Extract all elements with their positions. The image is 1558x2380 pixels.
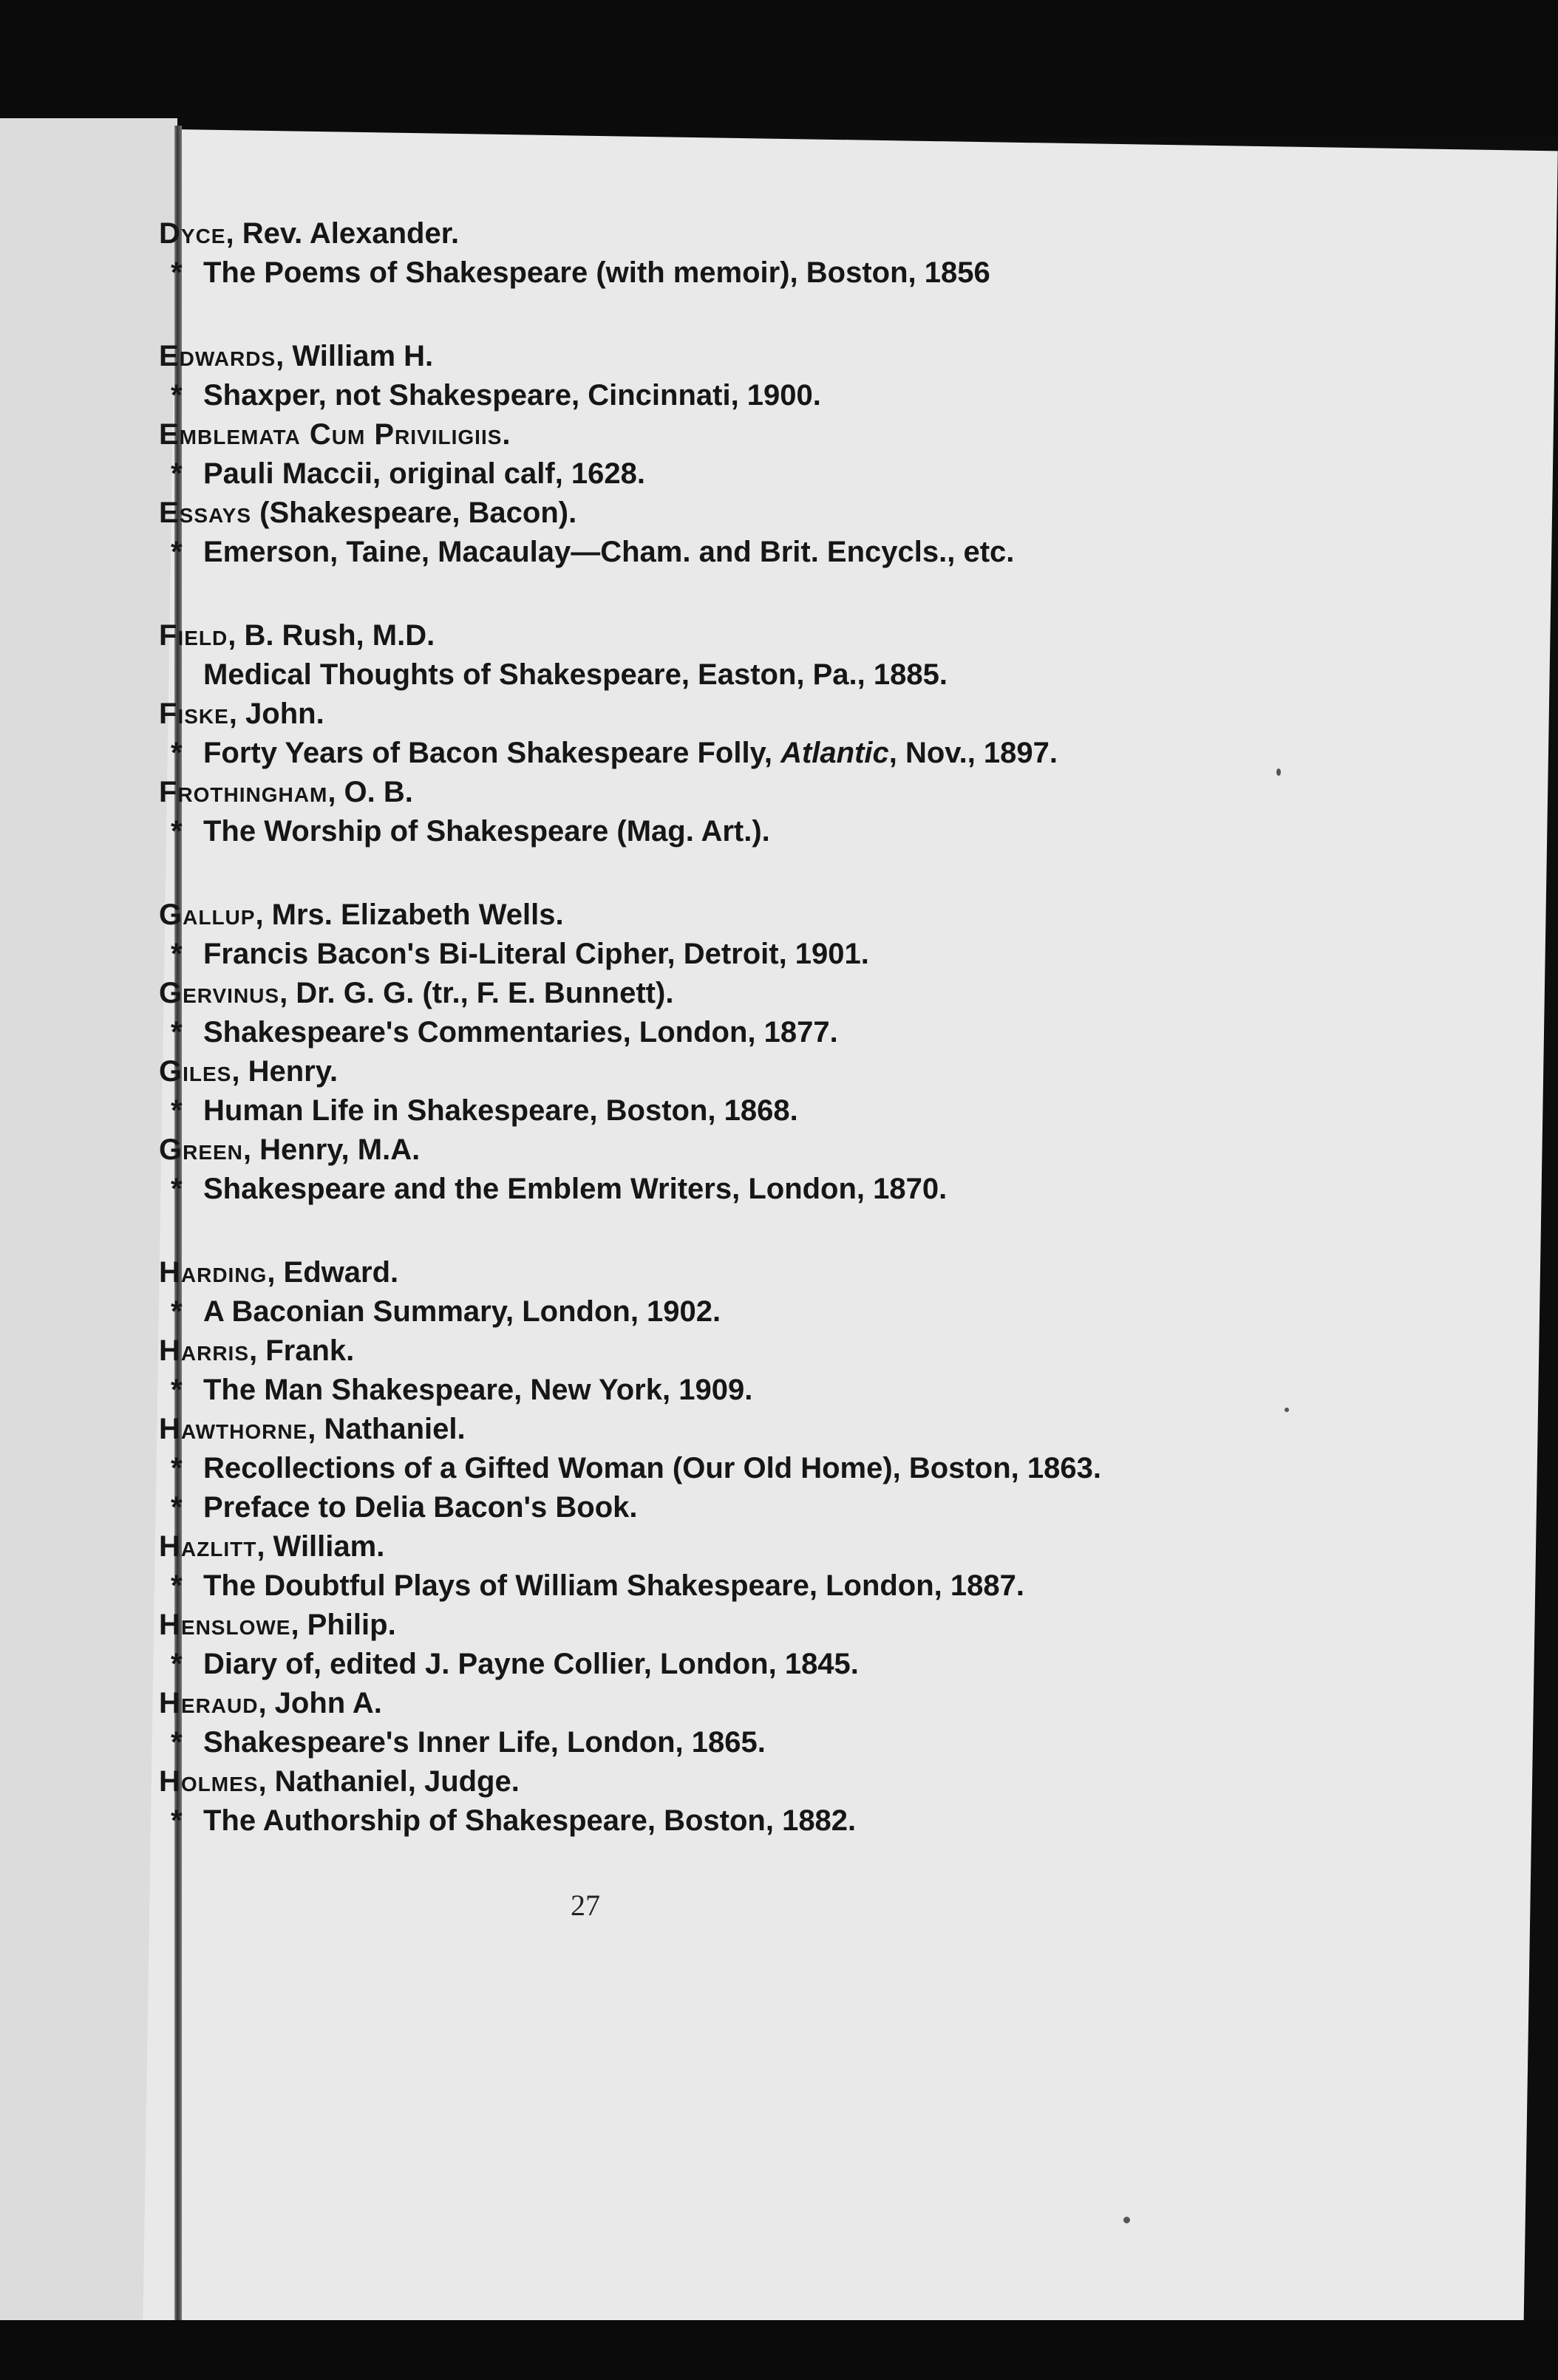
author-name-rest: , Edward. (267, 1256, 399, 1289)
author-name-rest: , Nathaniel. (307, 1413, 466, 1445)
bibliography-entry (159, 1527, 1312, 1606)
author-surname: Green (159, 1133, 243, 1166)
work-title (159, 935, 1312, 974)
work-text: The Authorship of Shakespeare, Boston, 1882. (203, 1804, 857, 1837)
author-surname: Henslowe (159, 1609, 291, 1641)
author-surname: Gallup (159, 899, 256, 931)
work-title (159, 376, 1312, 415)
work-text: Emerson, Taine, Macaulay—Cham. and Brit. Encycls., etc. (203, 536, 1015, 568)
work-text: Human Life in Shakespeare, Boston, 1868. (203, 1094, 798, 1127)
ink-speck (1123, 2217, 1130, 2223)
asterisk-mark: * (171, 256, 183, 289)
asterisk-mark: * (171, 1491, 183, 1524)
work-title (159, 533, 1312, 572)
author-name-rest: , Rev. Alexander. (225, 217, 460, 250)
author-surname: Frothingham (159, 776, 328, 808)
author-surname: Giles (159, 1055, 232, 1088)
author-surname: Emblemata Cum Priviligiis (159, 418, 503, 451)
asterisk-mark: * (171, 1569, 183, 1602)
work-title (159, 1645, 1312, 1684)
author-surname: Harris (159, 1334, 250, 1367)
entry-author (159, 494, 1312, 533)
scan-background-bottom (0, 2320, 1558, 2380)
work-text: Shakespeare's Inner Life, London, 1865. (203, 1726, 766, 1759)
author-name-rest: , Mrs. Elizabeth Wells. (255, 899, 564, 931)
asterisk-mark: * (171, 737, 183, 769)
entry-author (159, 1253, 1312, 1292)
work-title (159, 1013, 1312, 1052)
bibliography-entry (159, 773, 1312, 851)
work-text: The Poems of Shakespeare (with memoir), Boston, 1856 (203, 256, 990, 289)
author-surname: Hazlitt (159, 1530, 257, 1563)
work-text: Shakespeare and the Emblem Writers, London, 1870. (203, 1173, 948, 1205)
author-surname: Dyce (159, 217, 226, 250)
work-title (159, 1723, 1312, 1762)
work-text: Pauli Maccii, original calf, 1628. (203, 457, 646, 490)
scan-background-top (0, 0, 1558, 137)
asterisk-mark: * (171, 815, 183, 848)
author-name-rest: , Dr. G. G. (tr., F. E. Bunnett). (279, 977, 674, 1009)
author-surname: Hawthorne (159, 1413, 308, 1445)
work-title (159, 253, 1312, 293)
work-title (159, 1371, 1312, 1410)
author-surname: Heraud (159, 1687, 259, 1719)
author-surname: Holmes (159, 1765, 259, 1798)
work-title (159, 655, 1312, 695)
work-text: Forty Years of Bacon Shakespeare Folly, (203, 737, 781, 769)
entry-author (159, 1131, 1312, 1170)
bibliography-entry (159, 1131, 1312, 1209)
work-text: The Doubtful Plays of William Shakespeare, London, 1887. (203, 1569, 1024, 1602)
work-text: The Man Shakespeare, New York, 1909. (203, 1374, 753, 1406)
entry-author (159, 616, 1312, 655)
asterisk-mark: * (171, 1452, 183, 1484)
author-name-rest: , Frank. (249, 1334, 355, 1367)
author-name-rest: , B. Rush, M.D. (228, 619, 435, 652)
entry-author (159, 1684, 1312, 1723)
entry-author (159, 1606, 1312, 1645)
bibliography-entry (159, 494, 1312, 572)
asterisk-mark: * (171, 1016, 183, 1049)
letter-group (159, 616, 1312, 851)
bibliography-entry (159, 974, 1312, 1052)
work-title (159, 1566, 1312, 1606)
bibliography-entry (159, 1762, 1312, 1841)
work-text: Shaxper, not Shakespeare, Cincinnati, 1900. (203, 379, 821, 412)
letter-group (159, 337, 1312, 572)
author-name-rest: , William H. (276, 340, 434, 372)
author-surname: Gervinus (159, 977, 280, 1009)
entry-author (159, 415, 1312, 454)
asterisk-mark: * (171, 379, 183, 412)
author-name-rest: , O. B. (327, 776, 413, 808)
page-number: 27 (571, 1889, 600, 1922)
asterisk-mark: * (171, 1094, 183, 1127)
work-text: Recollections of a Gifted Woman (Our Old Home), Boston, 1863. (203, 1452, 1101, 1484)
bibliography-entry (159, 214, 1312, 293)
work-text: Medical Thoughts of Shakespeare, Easton, Pa., 1885. (203, 658, 948, 691)
work-title (159, 1091, 1312, 1131)
work-title (159, 1801, 1312, 1841)
author-surname: Field (159, 619, 228, 652)
bibliography-entry (159, 1331, 1312, 1410)
author-name-rest: (Shakespeare, Bacon). (251, 497, 577, 529)
author-name-rest: , William. (256, 1530, 385, 1563)
work-title (159, 1292, 1312, 1331)
bibliography-entry (159, 415, 1312, 494)
entry-author (159, 1762, 1312, 1801)
bibliography-entry (159, 695, 1312, 773)
letter-group (159, 896, 1312, 1209)
work-text: Diary of, edited J. Payne Collier, London, 1845. (203, 1648, 859, 1680)
work-text: The Worship of Shakespeare (Mag. Art.). (203, 815, 770, 848)
bibliography-entry (159, 337, 1312, 415)
asterisk-mark: * (171, 457, 183, 490)
letter-group (159, 1253, 1312, 1841)
bibliography-list (159, 214, 1312, 1841)
entry-author (159, 695, 1312, 734)
author-name-rest: , Henry. (231, 1055, 339, 1088)
entry-author (159, 214, 1312, 253)
work-text: Francis Bacon's Bi-Literal Cipher, Detroit, 1901. (203, 938, 869, 970)
bibliography-entry (159, 1684, 1312, 1762)
work-text: Preface to Delia Bacon's Book. (203, 1491, 638, 1524)
work-title (159, 1449, 1312, 1488)
author-surname: Essays (159, 497, 252, 529)
asterisk-mark: * (171, 1173, 183, 1205)
work-title (159, 812, 1312, 851)
asterisk-mark: * (171, 536, 183, 568)
entry-author (159, 1410, 1312, 1449)
work-text: A Baconian Summary, London, 1902. (203, 1295, 721, 1328)
bibliography-entry (159, 1410, 1312, 1527)
bibliography-entry (159, 1052, 1312, 1131)
entry-author (159, 337, 1312, 376)
entry-author (159, 1527, 1312, 1566)
entry-author (159, 896, 1312, 935)
author-name-rest: , John A. (258, 1687, 382, 1719)
author-name-rest: , Philip. (290, 1609, 396, 1641)
asterisk-mark: * (171, 1374, 183, 1406)
asterisk-mark: * (171, 1726, 183, 1759)
work-periodical: Atlantic (780, 737, 889, 769)
work-title (159, 1170, 1312, 1209)
author-surname: Fiske (159, 698, 229, 730)
bibliography-entry (159, 896, 1312, 974)
asterisk-mark: * (171, 1295, 183, 1328)
entry-author (159, 1331, 1312, 1371)
bibliography-entry (159, 1253, 1312, 1331)
work-text: Shakespeare's Commentaries, London, 1877. (203, 1016, 838, 1049)
work-title (159, 1488, 1312, 1527)
work-text-after: , Nov., 1897. (888, 737, 1058, 769)
entry-author (159, 773, 1312, 812)
entry-author (159, 974, 1312, 1013)
letter-group (159, 214, 1312, 293)
work-title (159, 454, 1312, 494)
asterisk-mark: * (171, 938, 183, 970)
asterisk-mark: * (171, 1804, 183, 1837)
author-name-rest: , Nathaniel, Judge. (258, 1765, 520, 1798)
bibliography-entry (159, 1606, 1312, 1684)
work-title (159, 734, 1312, 773)
author-name-rest: , John. (228, 698, 324, 730)
entry-author (159, 1052, 1312, 1091)
asterisk-mark: * (171, 1648, 183, 1680)
bibliography-entry (159, 616, 1312, 695)
author-name-rest: , Henry, M.A. (242, 1133, 421, 1166)
author-name-rest: . (502, 418, 511, 451)
author-surname: Edwards (159, 340, 276, 372)
author-surname: Harding (159, 1256, 268, 1289)
